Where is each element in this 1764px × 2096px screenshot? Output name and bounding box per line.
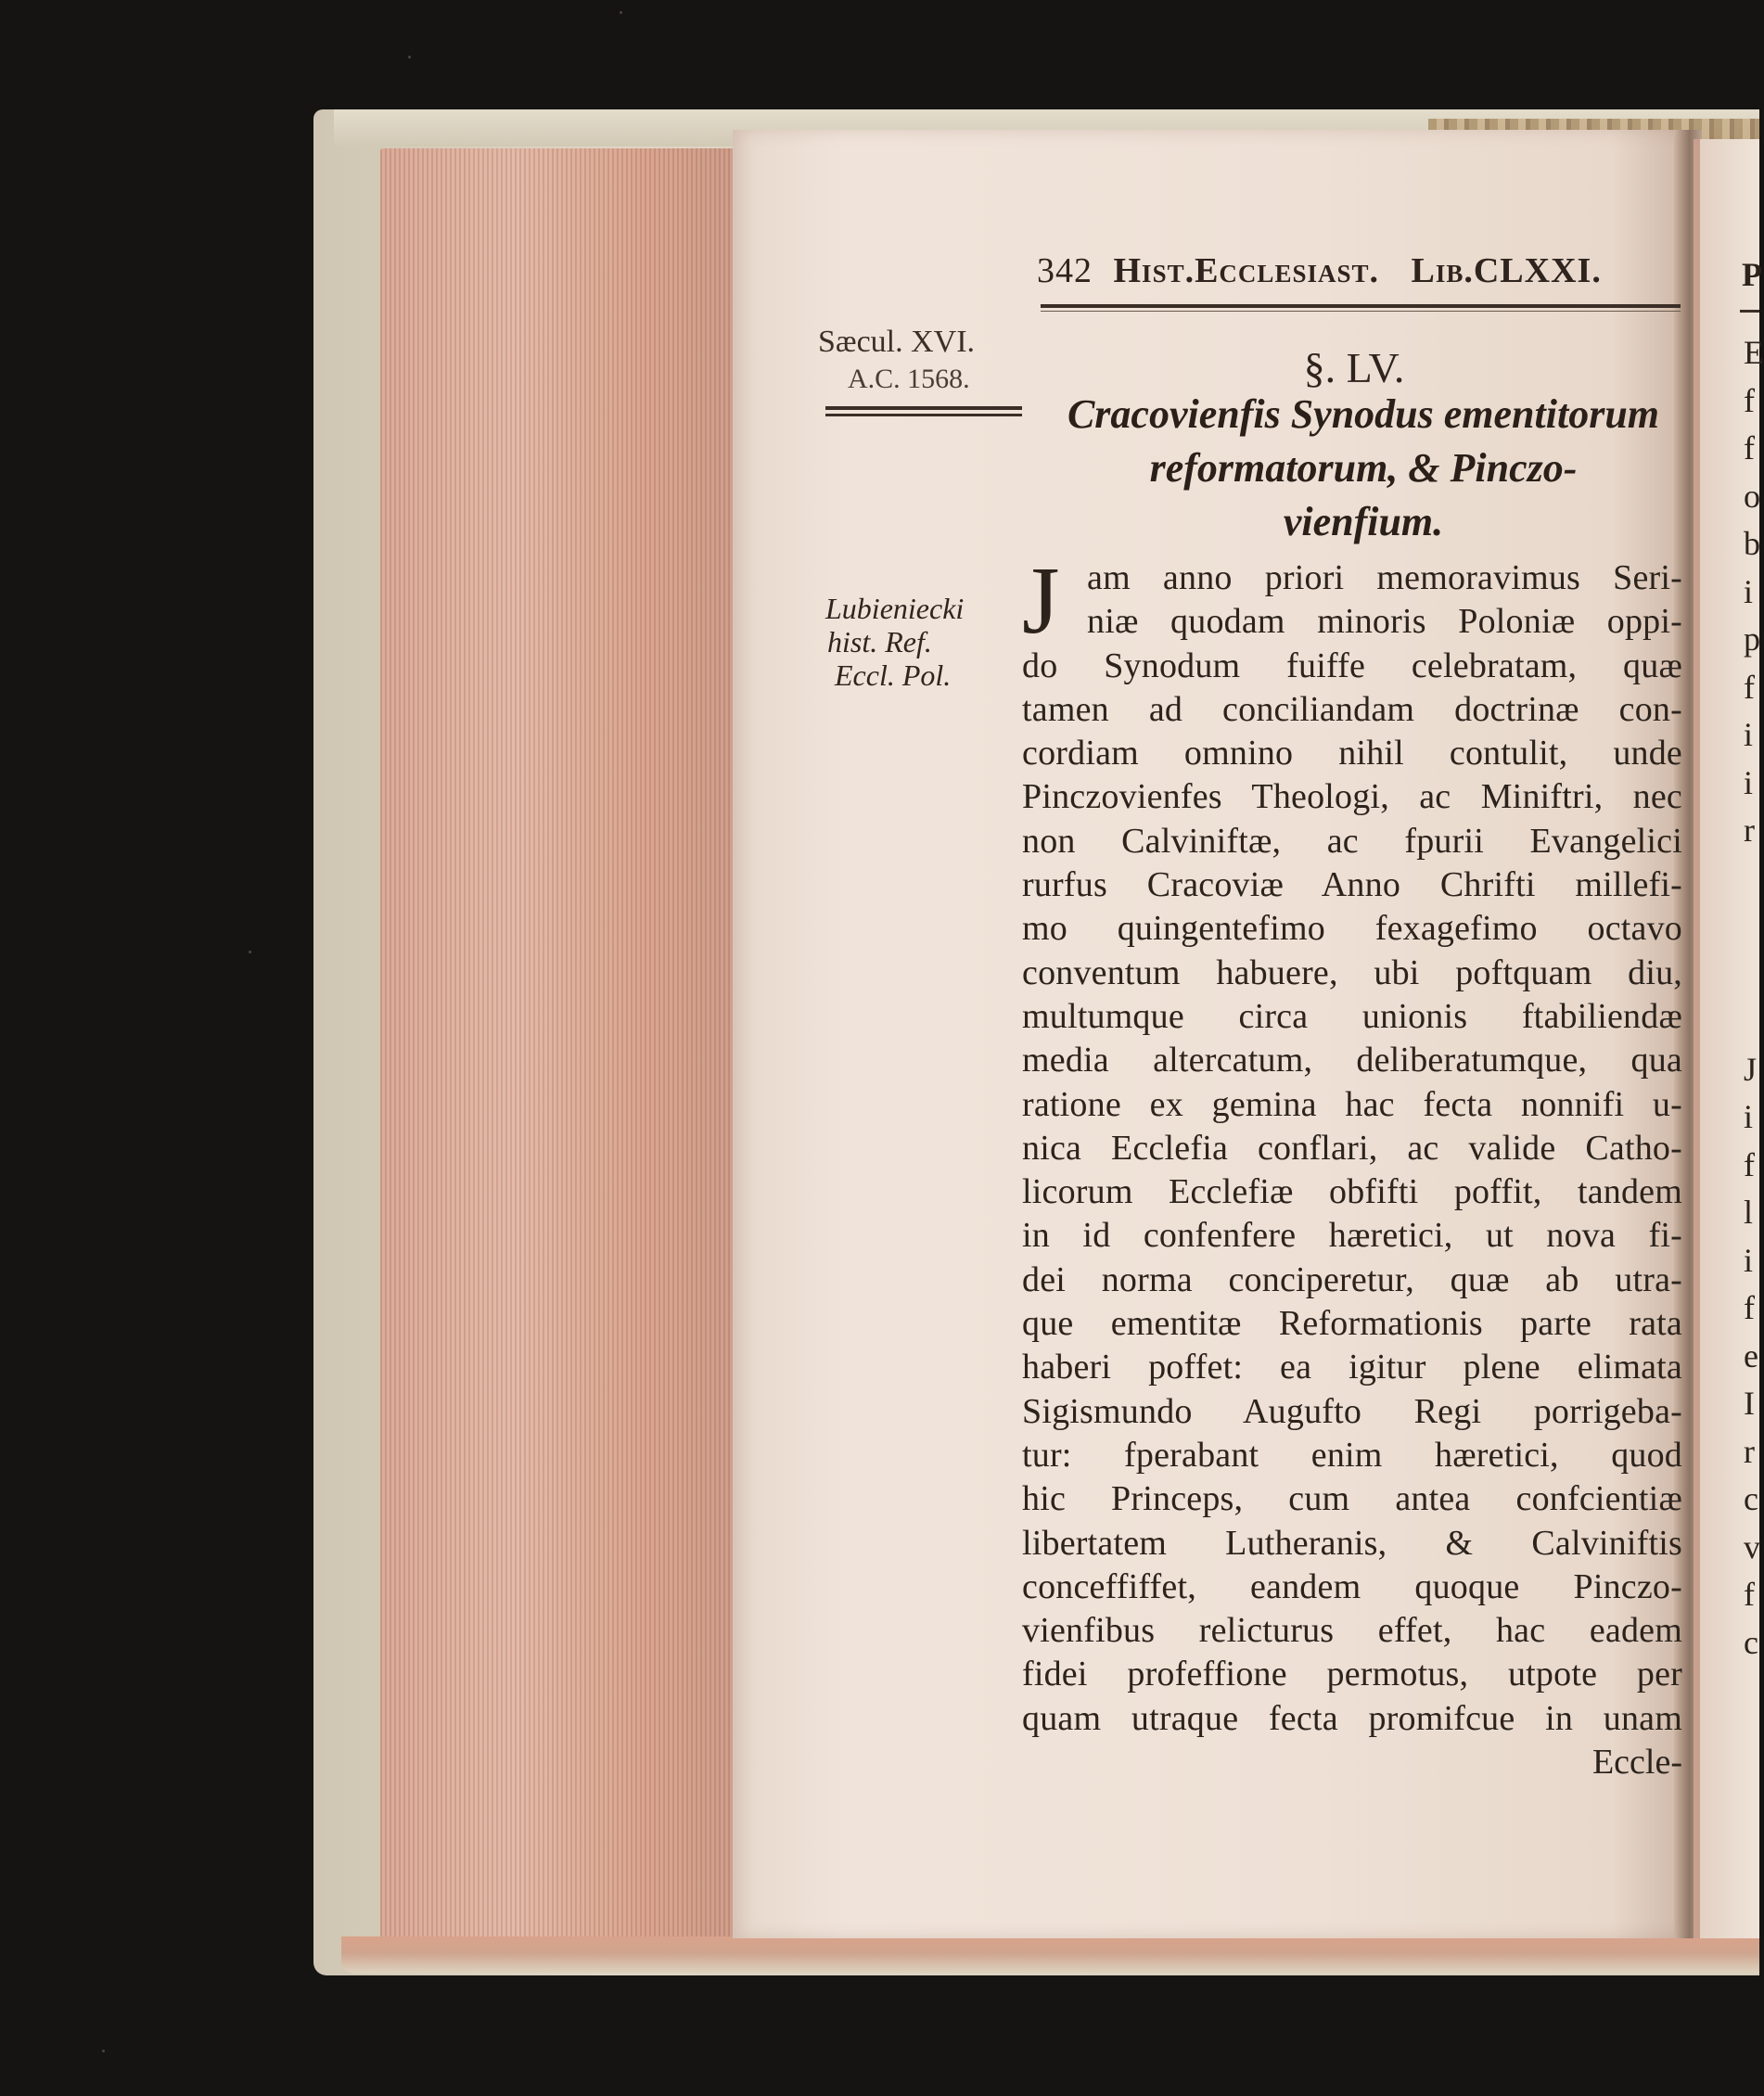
text-line: licorum Ecclefiæ obfifti poffit, tandem [1022, 1172, 1682, 1212]
facing-page-char: e [1744, 1336, 1758, 1374]
dust-speck [620, 11, 622, 14]
text-line: non Calviniftæ, ac fpurii Evangelici [1022, 821, 1682, 861]
facing-page-char: I [1744, 1385, 1755, 1422]
text-line: tamen ad conciliandam doctrinæ con- [1022, 689, 1682, 729]
text-line: cordiam omnino nihil contulit, unde [1022, 734, 1682, 773]
facing-page-char: l [1744, 1194, 1754, 1231]
section-number: §. LV. [1303, 344, 1405, 391]
facing-page-text-fragments [1744, 329, 1764, 1667]
facing-page-char: f [1744, 381, 1755, 419]
facing-page-char: E [1744, 334, 1764, 371]
text-line: rurfus Cracoviæ Anno Chrifti millefi- [1022, 865, 1682, 905]
section-title [1048, 388, 1679, 549]
facing-page-char: f [1744, 1289, 1755, 1326]
dust-speck [102, 2050, 105, 2052]
facing-page-char: b [1744, 525, 1760, 562]
text-line: Pinczovienfes Theologi, ac Miniftri, nec [1022, 777, 1682, 817]
text-line: Sigismundo Augufto Regi porrigeba- [1022, 1391, 1682, 1431]
facing-page-char: i [1744, 716, 1754, 753]
facing-page-char: i [1744, 1241, 1754, 1279]
facing-page-char [1744, 998, 1759, 1046]
facing-page-char: f [1744, 668, 1755, 706]
facing-page-char [1744, 855, 1759, 903]
text-line: que ementitæ Reformationis parte rata [1022, 1304, 1682, 1344]
text-line: quam utraque fecta promifcue in unam [1022, 1698, 1682, 1738]
text-line: libertatem Lutheranis, & Calviniftis [1022, 1523, 1682, 1563]
text-line: conceffiffet, eandem quoque Pinczo- [1022, 1566, 1682, 1606]
facing-page-char: c [1744, 1623, 1758, 1661]
margin-source-line: Eccl. Pol. [835, 658, 952, 692]
page-number: 342 [1037, 251, 1093, 290]
facing-page-char: i [1744, 763, 1754, 801]
margin-rule [825, 406, 1022, 410]
text-line: mo quingentefimo fexagefimo octavo [1022, 909, 1682, 949]
drop-cap: J [1022, 547, 1060, 654]
facing-page-char: c [1744, 1480, 1758, 1517]
text-line: multumque circa unionis ftabiliendæ [1022, 996, 1682, 1036]
section-title-line: vienfium. [1283, 499, 1444, 544]
facing-page-char: p [1744, 620, 1760, 658]
margin-rule-second [825, 414, 1022, 416]
catchword: Eccle- [1591, 1743, 1682, 1783]
running-title: Hist.Ecclesiast. [1113, 251, 1379, 290]
facing-page-char: i [1744, 1098, 1754, 1135]
body-text [1022, 547, 1682, 1784]
running-header [1037, 250, 1686, 291]
margin-source-line: Lubieniecki [825, 592, 965, 625]
text-line: nica Ecclefia conflari, ac valide Catho- [1022, 1128, 1682, 1168]
facing-page-char: f [1744, 1576, 1755, 1613]
facing-page-char: r [1744, 1432, 1755, 1470]
text-line: haberi poffet: ea igitur plene elimata [1022, 1348, 1682, 1387]
text-line: media altercatum, deliberatumque, qua [1022, 1041, 1682, 1080]
facing-page-rule [1740, 310, 1759, 313]
book-number: Lib.CLXXI. [1411, 251, 1602, 290]
text-line: tur: fperabant enim hæretici, quod [1022, 1435, 1682, 1475]
facing-page-char: i [1744, 572, 1754, 610]
facing-page-char: r [1744, 812, 1755, 849]
facing-page-char: J [1744, 1050, 1758, 1088]
margin-year: A.C. 1568. [848, 364, 970, 394]
facing-page-char: o [1744, 477, 1760, 515]
text-line: hic Princeps, cum antea confcientiæ [1022, 1479, 1682, 1519]
text-line: am anno priori memoravimus Seri- [1087, 558, 1682, 597]
section-title-line: Cracovienfis Synodus ementitorum [1067, 391, 1660, 437]
dust-speck [249, 951, 251, 953]
header-rule-thin [1041, 311, 1681, 312]
text-line: in id confenfere hæretici, ut nova fi- [1022, 1216, 1682, 1256]
text-line: niæ quodam minoris Poloniæ oppi- [1087, 602, 1682, 642]
facing-page-char [1744, 951, 1759, 999]
page-edges-block [380, 148, 761, 1938]
header-rule [1041, 304, 1681, 308]
text-line: conventum habuere, ubi poftquam diu, [1022, 952, 1682, 992]
text-line: dei norma conciperetur, quæ ab utra- [1022, 1259, 1682, 1299]
dust-speck [408, 56, 411, 58]
text-line: vienfibus relicturus effet, hac eadem [1022, 1611, 1682, 1651]
facing-page-char: f [1744, 1145, 1755, 1183]
text-line: ratione ex gemina hac fecta nonnifi u- [1022, 1084, 1682, 1124]
section-title-line: reformatorum, & Pinczo- [1149, 445, 1578, 491]
text-line: fidei profeffione permotus, utpote per [1022, 1655, 1682, 1694]
cover-bottom-edge [341, 1936, 1759, 1974]
facing-page-char: v [1744, 1527, 1760, 1566]
facing-page-edge [1694, 139, 1700, 1938]
margin-source-note [825, 592, 964, 692]
margin-century: Sæcul. XVI. [818, 325, 976, 359]
facing-page-char: f [1744, 429, 1755, 466]
facing-page-header-fragment: P [1742, 256, 1762, 293]
facing-page-char [1744, 902, 1759, 951]
margin-source-line: hist. Ref. [827, 625, 932, 658]
text-line: do Synodum fuiffe celebratam, quæ [1022, 645, 1682, 685]
